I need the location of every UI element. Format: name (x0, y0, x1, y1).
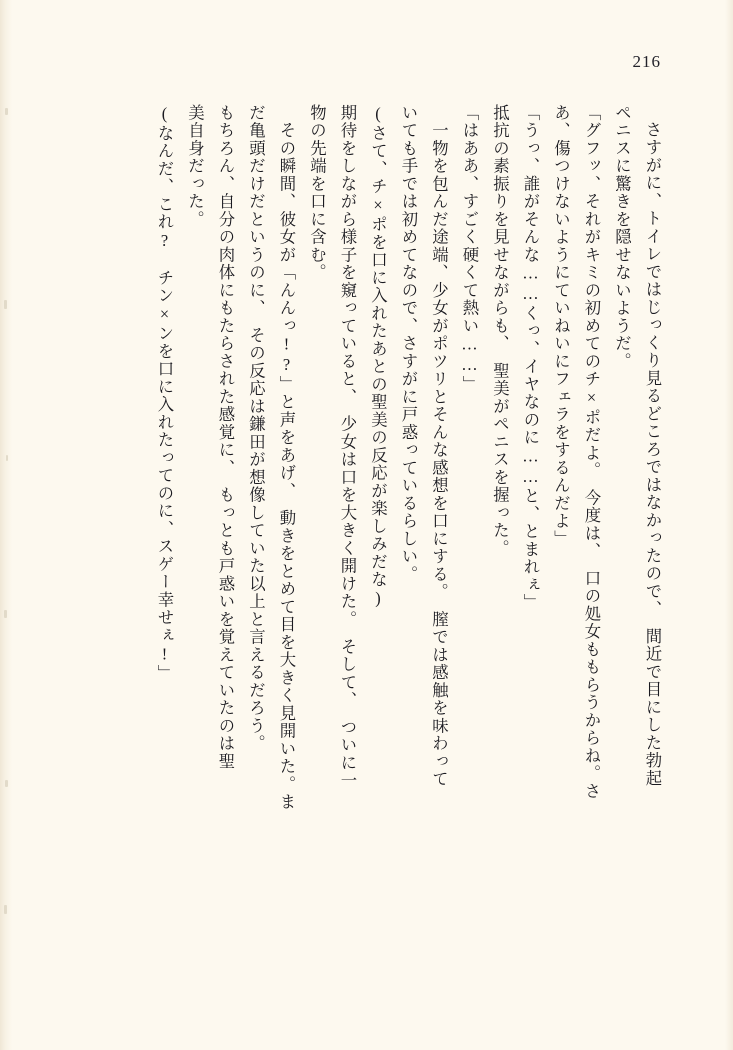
page-left-edge-shadow (0, 0, 12, 1050)
text-line: だ亀頭だけだというのに、 その反応は鎌田が想像していた以上と言えるだろう。 (246, 104, 266, 753)
scan-speck (6, 455, 8, 461)
text-line: 美自身だった。 (185, 104, 205, 229)
body-text-block (96, 104, 667, 954)
scan-speck (5, 108, 8, 115)
scan-speck (5, 780, 8, 787)
text-line: 一物を包んだ途端、少女がポツリとそんな感想を口にする。 膣では感触を味わって (429, 104, 449, 789)
text-line: 期待をしながら様子を窺っていると、 少女は口を大きく開けた。 そして、 ついに一 (338, 104, 357, 790)
text-line: 物の先端を口に含む。 (307, 104, 327, 282)
scan-speck (4, 300, 7, 309)
text-line: いても手では初めてなので、さすがに戸惑っているらしい。 (399, 104, 418, 584)
scan-speck (4, 610, 7, 618)
text-line: 「うっ、誰がそんな……くっ、イヤなのに……と、とまれぇ」 (521, 104, 540, 612)
text-line: あ、傷つけないようにていねいにフェラをするんだよ」 (551, 104, 571, 548)
text-line: (なんだ、これ? チン×ンを口に入れたってのに、スゲー幸せぇ!」 (155, 104, 174, 683)
text-line: 「グフッ、それがキミの初めてのチ×ポだよ。 今度は、 口の処女ももらうからね。さ (582, 104, 601, 801)
text-line: もちろん、自分の肉体にもたらされた感覚に、 もっとも戸惑いを覚えていたのは聖 (216, 104, 235, 771)
text-line: その瞬間、彼女が「んんっ!?」と声をあげ、 動きをとめて目を大きく見開いた。ま (277, 104, 296, 811)
page-right-edge-shadow (725, 0, 733, 1050)
text-line: (さて、チ×ポを口に入れたあとの聖美の反応が楽しみだな) (368, 104, 388, 609)
text-line: ペニスに驚きを隠せないようだ。 (612, 104, 632, 371)
text-line: 抵抗の素振りを見せながらも、 聖美がペニスを握った。 (490, 104, 510, 558)
text-line: 「はああ、すごく硬くて熱い……」 (460, 104, 479, 394)
text-line: さすがに、トイレではじっくり見るどころではなかったので、 間近で目にした勃起 (643, 121, 662, 788)
page-number: 216 (632, 52, 661, 71)
scan-speck (4, 905, 7, 914)
